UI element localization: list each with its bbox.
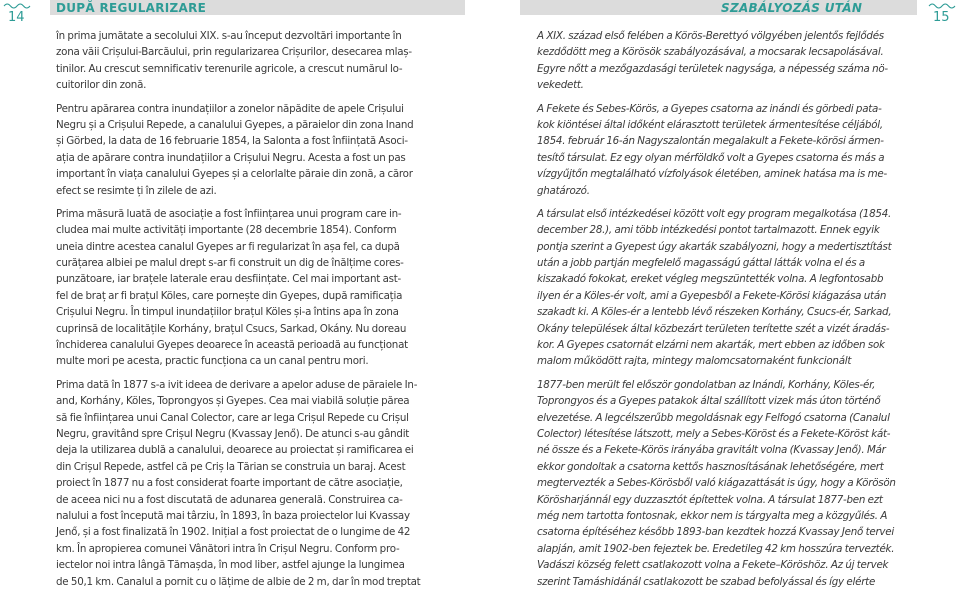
text-line: zona văii Crișului-Barcăului, prin regularizarea Crișurilor, desecarea mlaș- <box>56 46 412 59</box>
text-line: A XIX. század első felében a Körös-Berettyó völgyében jelentős fejlődés <box>537 30 884 42</box>
page-number: 15 <box>933 10 950 25</box>
text-line: Jenő, și a fost finalizată în 1902. Inițial a fost proiectat de o lungime de 42 <box>56 526 411 539</box>
text-line: din Crișul Repede, astfel că pe Criș la Tărian se construia un baraj. Acest <box>56 460 406 473</box>
paragraph <box>56 101 456 199</box>
text-line: kezdődött meg a Körösök szabályozásával, a mocsarak lecsapolásával. <box>537 46 884 59</box>
text-line: né össze és a Fekete-Körös irányába gravitált volna (Kvassay Jenő). Már <box>537 444 886 457</box>
text-line: Toprongyos és a Gyepes patakok által szállított vizek más úton történő <box>537 395 881 408</box>
text-line: kok kiöntései által időként elárasztott területek ármentesítése céljából, <box>537 118 883 131</box>
text-line: și Görbed, la data de 16 februarie 1854, la Salonta a fost înființată Asoci- <box>56 135 408 148</box>
text-line: megtervezték a Sebes-Körösből való kiágazattását is úgy, hogy a Körösön <box>537 477 896 490</box>
paragraph <box>56 206 456 370</box>
text-line: elvezetése. A legcélszerűbb megoldásnak egy Felfogó csatorna (Canalul <box>537 411 890 424</box>
text-line: ghatározó. <box>537 184 590 197</box>
body-text <box>56 28 456 597</box>
text-line: Prima dată în 1877 s-a ivit ideea de derivare a apelor aduse de păraiele In- <box>56 378 418 391</box>
text-line: curățarea albiei pe malul drept s-ar fi construit un dig de înălțime cores- <box>56 257 404 270</box>
text-line: Vadászi község felett csatlakozott volna a Fekete–Köröshöz. Az új tervek <box>537 559 889 572</box>
text-line: december 28.), ami több intézkedési pontot tartalmazott. Ennek egyik <box>537 224 880 237</box>
text-line: în prima jumătate a secolului XIX. s-au început dezvoltări importante în <box>56 30 402 42</box>
text-line: and, Korhány, Köles, Toprongyos și Gyepes. Cea mai viabilă soluție părea <box>56 395 410 408</box>
text-line: Okány települések által közbezárt területen terítette szét a vizét áradás- <box>537 322 890 335</box>
text-line: uneia dintre acestea canalul Gyepes ar fi regularizat în așa fel, ca după <box>56 240 400 253</box>
text-line: szakadt ki. A Köles-ér a lentebb lévő részeken Korhány, Csucs-ér, Sarkad, <box>537 306 892 319</box>
text-line: de aceea nici nu a fost discutată de adunarea generală. Construirea ca- <box>56 493 403 506</box>
text-line: punzătoare, iar brațele laterale erau desființate. Cel mai important ast- <box>56 273 401 286</box>
page-number: 14 <box>8 10 25 25</box>
text-line: important în viața canalului Gyepes și a celorlalte păraie din zonă, a căror <box>56 168 413 181</box>
paragraph <box>537 377 915 590</box>
text-line: csatorna építéséhez később 1893-ban kezdtek hozzá Kvassay Jenő tervei <box>537 526 894 539</box>
text-line: cuitorilor din zonă. <box>56 79 147 92</box>
text-line: Negru, gravitând spre Crișul Negru (Kvassay Jenő). De atunci s-au gândit <box>56 427 410 440</box>
paragraph <box>537 101 915 199</box>
text-line: proiect în 1877 nu a fost considerat foarte important de către asociație, <box>56 477 403 490</box>
text-line: ilyen ér a Köles-ér volt, ami a Gyepesből a Fekete-Körösi kiágazása után <box>537 289 887 302</box>
wave-ornament-icon <box>929 2 955 8</box>
text-line: alapján, amit 1902-ben fejeztek be. Eredetileg 42 km hosszúra tervezték. <box>537 542 895 555</box>
text-line: pontja szerint a Gyepest úgy akarták szabályozni, hogy a medertisztítást <box>537 240 892 253</box>
text-line: închiderea canalului Gyepes deoarece în această perioadă au funcționat <box>56 339 408 352</box>
wave-ornament-icon <box>4 2 30 8</box>
text-line: de 50,1 km. Canalul a pornit cu o lățime de albie de 2 m, dar în mod treptat <box>56 575 421 588</box>
text-line: malom működött rajta, mintegy malomcsatornaként funkcionált <box>537 355 852 368</box>
text-line: A Fekete és Sebes-Körös, a Gyepes csatorna az inándi és görbedi pata- <box>537 102 882 115</box>
text-line: A társulat első intézkedései között volt egy program megalkotása (1854. <box>537 207 892 220</box>
text-line: vízgyűjtőn megtalálható vízfolyások életében, aminek hatása ma is me- <box>537 168 887 181</box>
text-line: fel de braț ar fi brațul Köles, care pornește din Gyepes, după ramificația <box>56 289 403 302</box>
text-line: cludea mai multe activități importante (28 decembrie 1854). Conform <box>56 224 397 237</box>
text-line: ekkor gondoltak a csatorna kettős hasznosításának lehetőségére, mert <box>537 460 884 473</box>
text-line: efect se resimte ți în zilele de azi. <box>56 184 217 197</box>
text-line: Pentru apărarea contra inundațiilor a zonelor năpădite de apele Crișului <box>56 102 404 115</box>
text-line: ația de apărare contra inundațiilor a Crișului Negru. Acesta a fost un pas <box>56 151 406 164</box>
text-line: tinilor. Au crescut semnificativ terenurile agricole, a crescut numărul lo- <box>56 62 403 75</box>
text-line: Prima măsură luată de asociație a fost înființarea unui program care in- <box>56 207 402 220</box>
text-line: Körösharjánnál egy duzzasztót építettek volna. A társulat 1877-ben ezt <box>537 493 883 506</box>
text-line: tesítő társulat. Ez egy olyan mérföldkő volt a Gyepes csatorna és más a <box>537 151 885 164</box>
text-line: deja la utilizarea dublă a canalului, deoarece au proiectat și ramificarea ei <box>56 444 414 457</box>
text-line: multe mori pe acesta, practic funcționa ca un canal pentru mori. <box>56 355 369 368</box>
left-page <box>0 0 479 588</box>
text-line: iectelor noi intra lângă Tămașda, în mod liber, astfel ajunge la lungimea <box>56 559 405 572</box>
text-line: szerint Tamáshidánál csatlakozott be szabad befolyással és így elérte <box>537 575 876 588</box>
running-header: DUPĂ REGULARIZARE <box>56 1 207 15</box>
right-page <box>480 0 959 588</box>
paragraph <box>537 28 915 94</box>
paragraph <box>537 206 915 370</box>
text-line: cuprinsă de localitățile Korhány, brațul Csucs, Sarkad, Okány. Nu doreau <box>56 322 407 335</box>
text-line: Crișului Negru. În timpul inundațiilor brațul Köles și-a întins apa în zona <box>56 306 399 319</box>
text-line: után a jobb partján megfelelő magasságú gáttal látták volna el és a <box>537 257 865 270</box>
running-header: SZABÁLYOZÁS UTÁN <box>721 1 863 15</box>
paragraph <box>56 28 456 94</box>
text-line: Egyre nőtt a mezőgazdasági területek nagysága, a népesség száma nö- <box>537 62 888 75</box>
text-line: 1877-ben merült fel először gondolatban az Inándi, Korhány, Köles-ér, <box>537 378 876 391</box>
text-line: vekedett. <box>537 79 584 92</box>
paragraph <box>56 377 456 590</box>
text-line: km. În apropierea comunei Vânători intra în Crișul Negru. Conform pro- <box>56 542 400 555</box>
text-line: még nem tartotta fontosnak, ekkor nem is tárgyalta meg a közgyűlés. A <box>537 509 888 522</box>
text-line: 1854. február 16-án Nagyszalontán megalakult a Fekete-körösi ármen- <box>537 135 884 148</box>
text-line: Colector) létesítése látszott, mely a Sebes-Köröst és a Fekete-Köröst kát- <box>537 427 891 440</box>
body-text <box>537 28 915 597</box>
text-line: Negru și a Crișului Repede, a canalului Gyepes, a păraielor din zona Inand <box>56 118 414 131</box>
text-line: kor. A Gyepes csatornát elzárni nem akarták, mert ebben az időben sok <box>537 339 885 352</box>
text-line: kiszakadó fokokat, ereket végleg megszüntették volna. A legfontosabb <box>537 273 884 286</box>
text-line: nalului a fost începută mai târziu, în 1893, în baza proiectelor lui Kvassay <box>56 509 410 522</box>
text-line: să fie înființarea unui Canal Colector, care ar lega Crișul Repede cu Crișul <box>56 411 409 424</box>
